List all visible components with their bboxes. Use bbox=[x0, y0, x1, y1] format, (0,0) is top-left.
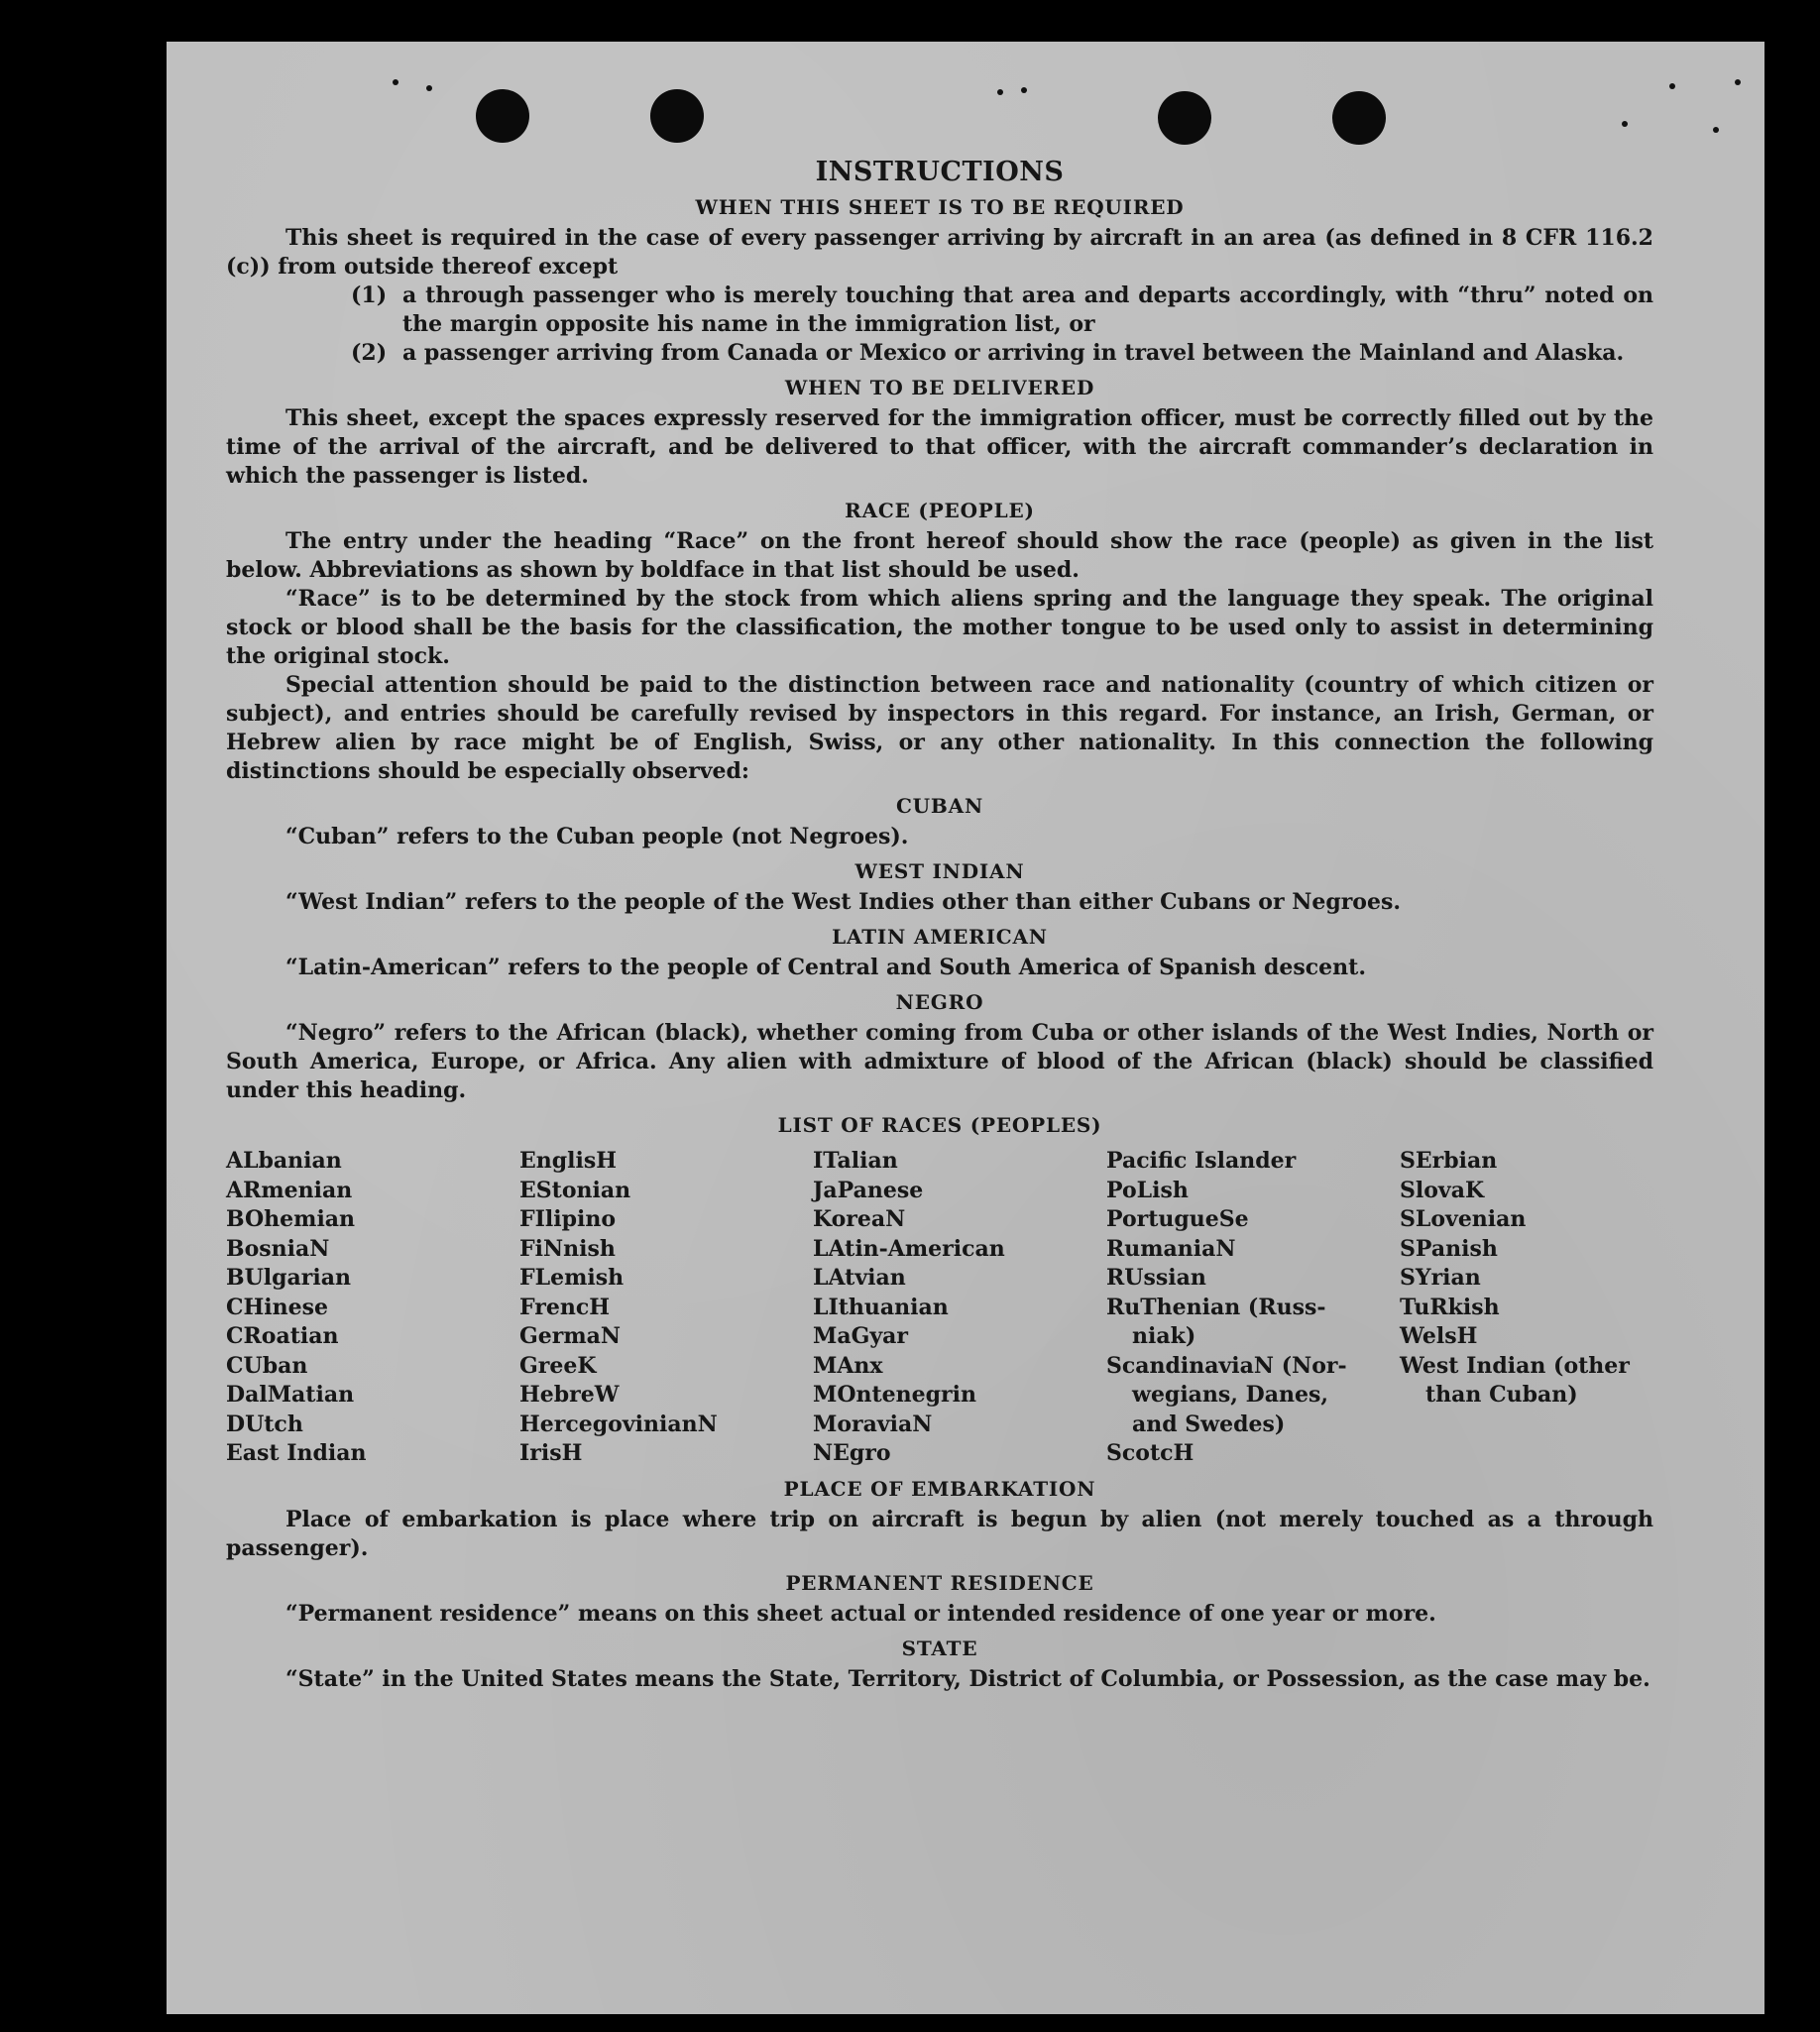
list-item bbox=[226, 339, 1653, 368]
permanent-residence-text: “Permanent residence” means on this sheet actual or intended residence of one year or more. bbox=[285, 1600, 1436, 1627]
race-entry: East Indian bbox=[226, 1440, 367, 1466]
speck bbox=[393, 79, 398, 85]
speck bbox=[1669, 83, 1675, 89]
race-paragraph-3: Special attention should be paid to the distinction between race and nationality (country of which citizen or subject), and entries should be carefully revised by inspectors in this regard. For instance, an Irish, German, or Hebrew alien by race might be of English, Swiss, or any other nationality. In this connection the following distinctions should be especially observed: bbox=[226, 672, 1653, 784]
when-delivered-text: This sheet, except the spaces expressly reserved for the immigration officer, must be correctly filled out by the time of the arrival of the aircraft, and be delivered to that officer, with the aircraft commander’s declaration in which the passenger is listed. bbox=[226, 405, 1653, 489]
race-entry: SYrian bbox=[1400, 1265, 1481, 1291]
list-item bbox=[226, 282, 1653, 339]
race-entry: RuThenian (Russ- bbox=[1106, 1294, 1326, 1320]
punch-hole bbox=[650, 89, 704, 143]
race-entry: MoraviaN bbox=[813, 1411, 933, 1437]
race-entry: ScandinaviaN (Nor- bbox=[1106, 1352, 1347, 1379]
race-entry: BOhemian bbox=[226, 1206, 356, 1232]
race-entry: GreeK bbox=[519, 1352, 597, 1379]
race-entry: SLovenian bbox=[1400, 1206, 1527, 1232]
race-entry: Pacific Islander bbox=[1106, 1148, 1297, 1174]
race-paragraph-1: The entry under the heading “Race” on the front hereof should show the race (people) as given in the list below. Abbreviations as shown by boldface in that list should be used. bbox=[226, 528, 1653, 583]
race-entry: ARmenian bbox=[226, 1177, 353, 1203]
race-entry-continued: and Swedes) bbox=[1132, 1411, 1286, 1437]
race-entry: CRoatian bbox=[226, 1323, 339, 1349]
race-paragraph-2: “Race” is to be determined by the stock from which aliens spring and the language they speak. The original stock or blood shall be the basis for the classification, the mother tongue to be used only to assist in determining the original stock. bbox=[226, 586, 1653, 669]
race-entry: EStonian bbox=[519, 1177, 631, 1203]
race-entry: RumaniaN bbox=[1106, 1235, 1236, 1262]
negro-text: “Negro” refers to the African (black), whether coming from Cuba or other islands of the West Indies, North or South America, Europe, or Africa. Any alien with admixture of blood of the African (black) should be classified under this heading. bbox=[226, 1020, 1653, 1103]
races-list bbox=[226, 1147, 1653, 1469]
item-number: (2) bbox=[351, 340, 388, 366]
race-entry-continued: niak) bbox=[1132, 1323, 1196, 1349]
heading-when-required: WHEN THIS SHEET IS TO BE REQUIRED bbox=[695, 195, 1185, 219]
race-entry: IrisH bbox=[519, 1440, 583, 1466]
races-column bbox=[519, 1147, 813, 1469]
races-column bbox=[226, 1147, 519, 1469]
race-entry: GermaN bbox=[519, 1323, 622, 1349]
race-entry: EnglisH bbox=[519, 1148, 618, 1174]
race-entry: DalMatian bbox=[226, 1382, 355, 1408]
race-entry: HebreW bbox=[519, 1382, 620, 1408]
heading-latin-american: LATIN AMERICAN bbox=[832, 925, 1048, 949]
document-page bbox=[167, 42, 1764, 2014]
race-entry: SPanish bbox=[1400, 1235, 1498, 1262]
item-number: (1) bbox=[351, 282, 388, 308]
race-entry-continued: than Cuban) bbox=[1425, 1382, 1578, 1408]
heading-permanent-residence: PERMANENT RESIDENCE bbox=[785, 1570, 1094, 1595]
race-entry-continued: wegians, Danes, bbox=[1132, 1382, 1328, 1408]
speck bbox=[1735, 79, 1741, 85]
speck bbox=[426, 85, 432, 91]
race-entry: MOntenegrin bbox=[813, 1382, 976, 1408]
races-column bbox=[1106, 1147, 1400, 1469]
race-entry: PoLish bbox=[1106, 1177, 1189, 1203]
race-entry: ScotcH bbox=[1106, 1440, 1194, 1466]
races-column bbox=[813, 1147, 1106, 1469]
race-entry: HercegovinianN bbox=[519, 1411, 718, 1437]
race-entry: BosniaN bbox=[226, 1235, 330, 1262]
race-entry: WelsH bbox=[1400, 1323, 1478, 1349]
race-entry: LAtvian bbox=[813, 1265, 906, 1291]
when-required-intro: This sheet is required in the case of every passenger arriving by aircraft in an area (as defined in 8 CFR 116.2 (c)) from outside thereof except bbox=[226, 225, 1653, 280]
cuban-text: “Cuban” refers to the Cuban people (not Negroes). bbox=[285, 824, 909, 849]
speck bbox=[1622, 121, 1628, 127]
race-entry: DUtch bbox=[226, 1411, 303, 1437]
heading-cuban: CUBAN bbox=[895, 794, 984, 818]
race-entry: FrencH bbox=[519, 1294, 610, 1320]
speck bbox=[997, 89, 1003, 95]
race-entry: ITalian bbox=[813, 1148, 898, 1174]
race-entry: BUlgarian bbox=[226, 1265, 351, 1291]
embarkation-text: Place of embarkation is place where trip on aircraft is begun by alien (not merely touched as a through passenger). bbox=[226, 1506, 1653, 1561]
race-entry: ALbanian bbox=[226, 1148, 342, 1174]
punch-hole bbox=[1332, 91, 1386, 145]
latin-american-text: “Latin-American” refers to the people of Central and South America of Spanish descent. bbox=[285, 955, 1366, 980]
heading-race: RACE (PEOPLE) bbox=[845, 499, 1035, 522]
state-text: “State” in the United States means the State, Territory, District of Columbia, or Possession, as the case may be. bbox=[285, 1665, 1650, 1692]
item-text: a passenger arriving from Canada or Mexico or arriving in travel between the Mainland and Alaska. bbox=[402, 340, 1625, 366]
race-entry: LIthuanian bbox=[813, 1294, 949, 1320]
item-text: a through passenger who is merely touching that area and departs accordingly, with “thru” noted on the margin opposite his name in the immigration list, or bbox=[402, 282, 1653, 337]
heading-embarkation: PLACE OF EMBARKATION bbox=[783, 1476, 1096, 1501]
race-entry: FIlipino bbox=[519, 1206, 617, 1232]
heading-when-delivered: WHEN TO BE DELIVERED bbox=[784, 376, 1095, 399]
page-title: INSTRUCTIONS bbox=[815, 157, 1065, 187]
race-entry: PortugueSe bbox=[1106, 1206, 1249, 1232]
punch-hole bbox=[476, 89, 529, 143]
race-entry: RUssian bbox=[1106, 1265, 1206, 1291]
race-entry: MaGyar bbox=[813, 1323, 909, 1349]
heading-west-indian: WEST INDIAN bbox=[854, 859, 1025, 883]
race-entry: JaPanese bbox=[813, 1177, 924, 1203]
race-entry: SlovaK bbox=[1400, 1177, 1485, 1203]
race-entry: NEgro bbox=[813, 1440, 891, 1466]
race-entry: LAtin-American bbox=[813, 1235, 1005, 1262]
race-entry: MAnx bbox=[813, 1352, 883, 1379]
race-entry: CUban bbox=[226, 1352, 308, 1379]
west-indian-text: “West Indian” refers to the people of the West Indies other than either Cubans or Negroes. bbox=[285, 889, 1402, 915]
speck bbox=[1021, 87, 1027, 93]
race-entry: KoreaN bbox=[813, 1206, 906, 1232]
speck bbox=[1713, 127, 1719, 133]
heading-state: STATE bbox=[901, 1636, 978, 1660]
heading-negro: NEGRO bbox=[895, 990, 984, 1014]
race-entry: TuRkish bbox=[1400, 1294, 1500, 1320]
races-column bbox=[1400, 1147, 1693, 1469]
heading-list-of-races: LIST OF RACES (PEOPLES) bbox=[777, 1113, 1102, 1137]
race-entry: West Indian (other bbox=[1400, 1352, 1630, 1379]
race-entry: CHinese bbox=[226, 1294, 329, 1320]
race-entry: FLemish bbox=[519, 1265, 625, 1291]
race-entry: SErbian bbox=[1400, 1148, 1498, 1174]
race-entry: FiNnish bbox=[519, 1235, 616, 1262]
punch-hole bbox=[1158, 91, 1211, 145]
instructions-body bbox=[226, 157, 1653, 1694]
